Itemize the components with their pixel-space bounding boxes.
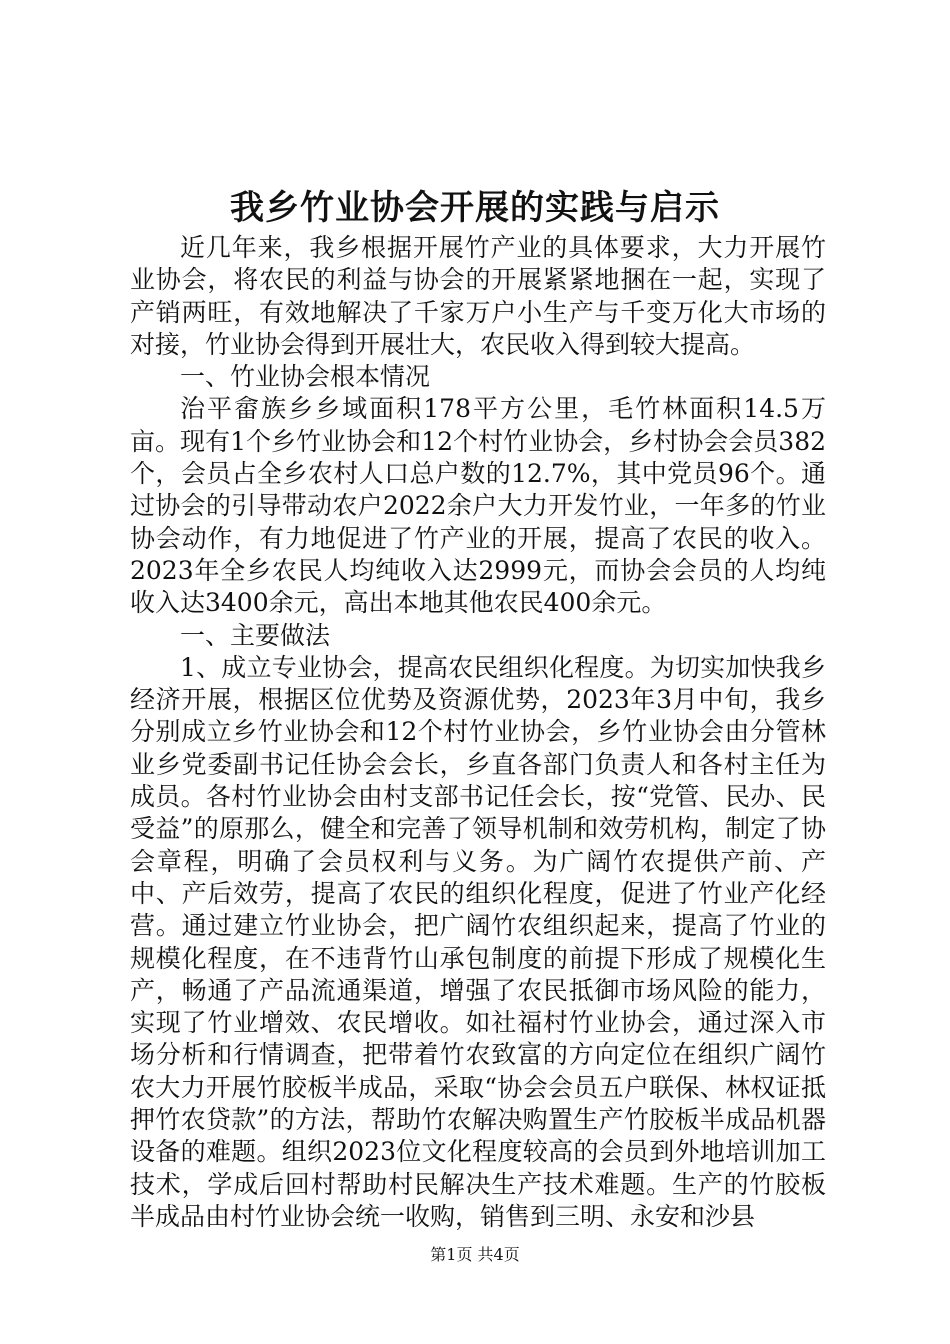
paragraph-practice-1: 1、成立专业协会，提高农民组织化程度。为切实加快我乡经济开展，根据区位优势及资源优势，2023年3月中旬，我乡分别成立乡竹业协会和12个村竹业协会，乡竹业协会由分管林业乡党委副书记任协会会长，乡直各部门负责人和各村主任为成员。各村竹业协会由村支部书记任会长，按“党管、民办、民受益”的原那么，健全和完善了领导机制和效劳机构，制定了协会章程，明确了会员权利与义务。为广阔竹农提供产前、产中、产后效劳，提高了农民的组织化程度，促进了竹业产化经营。通过建立竹业协会，把广阔竹农组织起来，提高了竹业的规模化程度，在不违背竹山承包制度的前提下形成了规模化生产，畅通了产品流通渠道，增强了农民抵御市场风险的能力，实现了竹业增效、农民增收。如社福村竹业协会，通过深入市场分析和行情调查，把带着竹农致富的方向定位在组织广阔竹农大力开展竹胶板半成品，采取“协会会员五户联保、林权证抵押竹农贷款”的方法，帮助竹农解决购置生产竹胶板半成品机器设备的难题。组织2023位文化程度较高的会员到外地培训加工技术，学成后回村帮助村民解决生产技术难题。生产的竹胶板半成品由村竹业协会统一收购，销售到三明、永安和沙县 (130, 652, 826, 1231)
section-heading-basic-situation: 一、竹业协会根本情况 (180, 362, 431, 392)
page-number-footer: 第1页 共4页 (430, 1245, 520, 1264)
document-body (130, 232, 826, 1233)
paragraph-intro: 近几年来，我乡根据开展竹产业的具体要求，大力开展竹业协会，将农民的利益与协会的开展紧紧地捆在一起，实现了产销两旺，有效地解决了千家万户小生产与千变万化大市场的对接，竹业协会得到开展壮大，农民收入得到较大提高。 (130, 233, 826, 359)
document-title: 我乡竹业协会开展的实践与启示 (230, 188, 720, 228)
paragraph-basic-situation: 治平畲族乡乡域面积178平方公里，毛竹林面积14.5万亩。现有1个乡竹业协会和12个村竹业协会，乡村协会会员382个，会员占全乡农村人口总户数的12.7%，其中党员96个。通过协会的引导带动农户2022余户大力开发竹业，一年多的竹业协会动作，有力地促进了竹产业的开展，提高了农民的收入。2023年全乡农民人均纯收入达2999元，而协会会员的人均纯收入达3400余元，高出本地其他农民400余元。 (130, 394, 826, 618)
section-heading-main-practices: 一、主要做法 (180, 620, 331, 650)
